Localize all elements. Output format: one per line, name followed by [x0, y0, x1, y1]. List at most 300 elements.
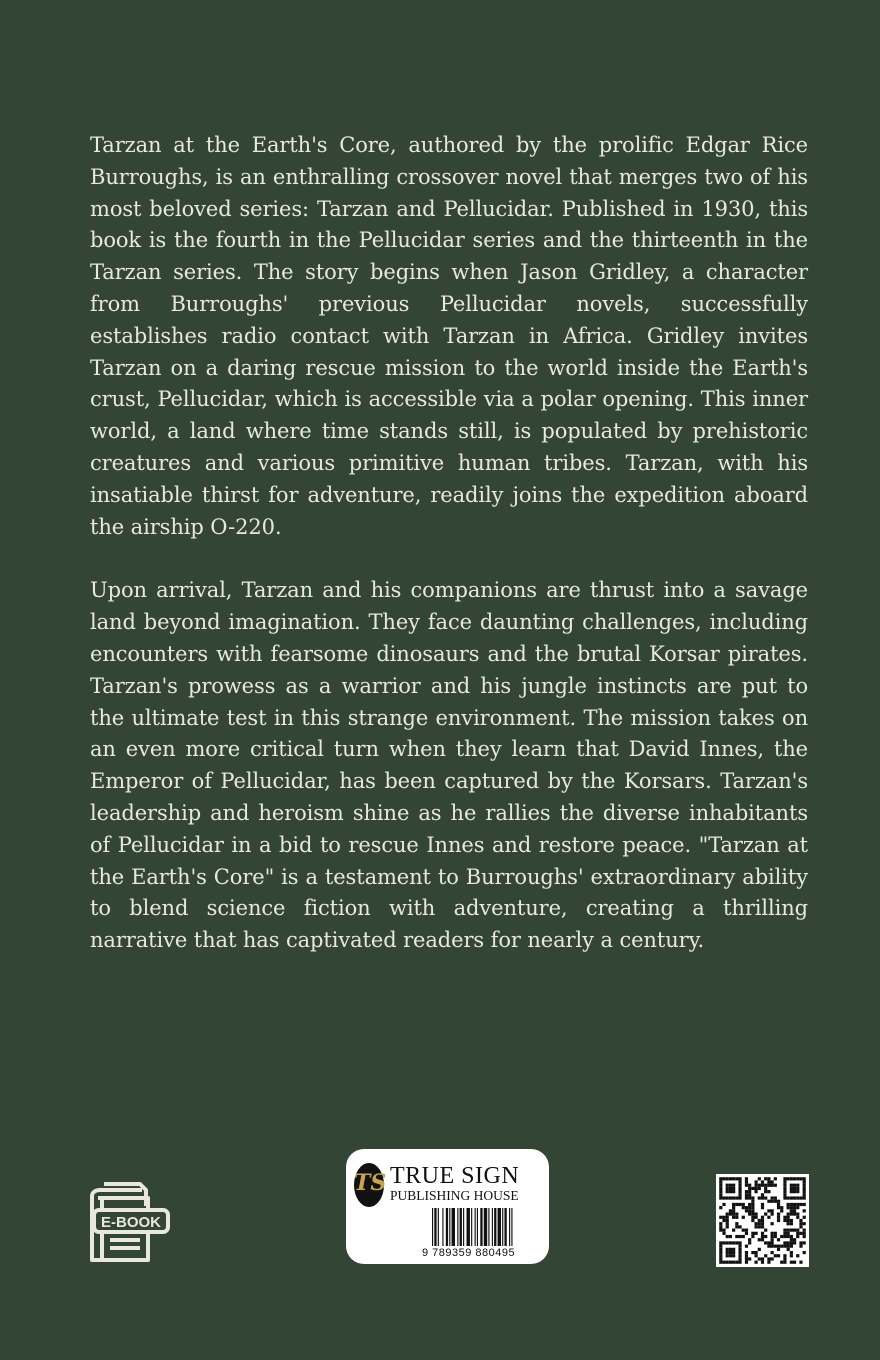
qr-module: [729, 1241, 732, 1244]
qr-module: [729, 1187, 732, 1190]
qr-module: [799, 1232, 802, 1235]
qr-module: [719, 1261, 722, 1264]
qr-module: [777, 1238, 780, 1241]
qr-module: [754, 1216, 757, 1219]
qr-module: [726, 1251, 729, 1254]
qr-module: [796, 1232, 799, 1235]
qr-module: [803, 1190, 806, 1193]
barcode-bar: [494, 1208, 496, 1246]
qr-module: [758, 1238, 761, 1241]
qr-module: [799, 1222, 802, 1225]
qr-module: [767, 1245, 770, 1248]
qr-module: [767, 1184, 770, 1187]
qr-module: [751, 1251, 754, 1254]
qr-module: [796, 1216, 799, 1219]
qr-module: [783, 1229, 786, 1232]
qr-module: [732, 1187, 735, 1190]
blurb: [90, 130, 808, 989]
barcode-bar: [477, 1208, 478, 1246]
qr-module: [790, 1184, 793, 1187]
qr-module: [751, 1203, 754, 1206]
qr-module: [722, 1261, 725, 1264]
qr-module: [777, 1212, 780, 1215]
qr-module: [787, 1212, 790, 1215]
qr-module: [732, 1216, 735, 1219]
qr-module: [777, 1254, 780, 1257]
qr-module: [738, 1225, 741, 1228]
publisher-logo: [354, 1163, 387, 1207]
qr-module: [732, 1209, 735, 1212]
barcode-bar: [467, 1208, 470, 1246]
qr-module: [796, 1203, 799, 1206]
qr-module: [771, 1257, 774, 1260]
qr-module: [761, 1257, 764, 1260]
qr-module: [726, 1212, 729, 1215]
qr-module: [751, 1232, 754, 1235]
qr-module: [738, 1245, 741, 1248]
qr-module: [764, 1241, 767, 1244]
qr-module: [761, 1203, 764, 1206]
qr-module: [761, 1196, 764, 1199]
qr-module: [761, 1219, 764, 1222]
qr-module: [742, 1235, 745, 1238]
qr-module: [793, 1206, 796, 1209]
qr-module: [783, 1232, 786, 1235]
qr-module: [754, 1251, 757, 1254]
qr-module: [738, 1261, 741, 1264]
qr-module: [726, 1254, 729, 1257]
qr-module: [771, 1196, 774, 1199]
qr-module: [787, 1232, 790, 1235]
qr-module: [780, 1261, 783, 1264]
qr-module: [735, 1235, 738, 1238]
qr-module: [780, 1245, 783, 1248]
qr-module: [796, 1184, 799, 1187]
qr-module: [803, 1235, 806, 1238]
qr-module: [745, 1245, 748, 1248]
qr-module: [754, 1180, 757, 1183]
qr-module: [790, 1229, 793, 1232]
qr-module: [764, 1177, 767, 1180]
qr-module: [745, 1193, 748, 1196]
qr-module: [771, 1238, 774, 1241]
qr-module: [793, 1241, 796, 1244]
qr-module: [761, 1222, 764, 1225]
qr-module: [764, 1187, 767, 1190]
qr-module: [787, 1219, 790, 1222]
qr-module: [790, 1187, 793, 1190]
qr-module: [761, 1238, 764, 1241]
qr-module: [748, 1206, 751, 1209]
qr-module: [777, 1200, 780, 1203]
qr-module: [732, 1190, 735, 1193]
qr-module: [748, 1184, 751, 1187]
qr-module: [722, 1203, 725, 1206]
qr-module: [777, 1206, 780, 1209]
qr-module: [803, 1241, 806, 1244]
qr-module: [796, 1254, 799, 1257]
qr-module: [726, 1177, 729, 1180]
qr-module: [787, 1241, 790, 1244]
qr-module: [780, 1209, 783, 1212]
qr-module: [745, 1257, 748, 1260]
qr-module: [738, 1196, 741, 1199]
qr-module: [726, 1190, 729, 1193]
qr-module: [777, 1245, 780, 1248]
qr-module: [748, 1193, 751, 1196]
qr-module: [790, 1196, 793, 1199]
qr-module: [754, 1225, 757, 1228]
qr-module: [803, 1203, 806, 1206]
qr-module: [783, 1216, 786, 1219]
qr-module: [803, 1222, 806, 1225]
qr-module: [796, 1229, 799, 1232]
qr-module: [761, 1235, 764, 1238]
qr-module: [745, 1180, 748, 1183]
qr-module: [803, 1187, 806, 1190]
qr-module: [748, 1209, 751, 1212]
qr-module: [787, 1203, 790, 1206]
qr-module: [719, 1225, 722, 1228]
qr-module: [787, 1206, 790, 1209]
qr-module: [764, 1254, 767, 1257]
qr-module: [761, 1206, 764, 1209]
qr-module: [783, 1193, 786, 1196]
qr-module: [742, 1229, 745, 1232]
qr-module: [787, 1216, 790, 1219]
qr-module: [745, 1196, 748, 1199]
barcode-bar: [449, 1208, 450, 1246]
ebook-label: E-BOOK: [101, 1214, 161, 1231]
qr-module: [793, 1190, 796, 1193]
qr-module: [783, 1245, 786, 1248]
qr-module: [790, 1209, 793, 1212]
qr-module: [732, 1177, 735, 1180]
qr-module: [793, 1177, 796, 1180]
qr-module: [729, 1177, 732, 1180]
qr-module: [774, 1235, 777, 1238]
qr-module: [719, 1241, 722, 1244]
qr-module: [780, 1235, 783, 1238]
qr-module: [735, 1261, 738, 1264]
qr-module: [793, 1187, 796, 1190]
qr-module: [787, 1196, 790, 1199]
qr-module: [729, 1254, 732, 1257]
qr-module: [767, 1180, 770, 1183]
qr-module: [771, 1209, 774, 1212]
qr-module: [796, 1206, 799, 1209]
qr-module: [774, 1196, 777, 1199]
qr-module: [745, 1232, 748, 1235]
qr-module: [729, 1184, 732, 1187]
isbn-digits: 9 789359 880495: [422, 1247, 516, 1259]
qr-module: [783, 1241, 786, 1244]
qr-module: [767, 1257, 770, 1260]
qr-module: [754, 1222, 757, 1225]
qr-module: [719, 1216, 722, 1219]
qr-module: [732, 1196, 735, 1199]
publisher-name: TRUE SIGN: [390, 1163, 520, 1189]
qr-module: [754, 1261, 757, 1264]
qr-module: [796, 1190, 799, 1193]
qr-module: [732, 1248, 735, 1251]
qr-module: [735, 1241, 738, 1244]
qr-module: [751, 1209, 754, 1212]
qr-module: [774, 1184, 777, 1187]
qr-module: [729, 1261, 732, 1264]
qr-module: [748, 1257, 751, 1260]
qr-module: [767, 1209, 770, 1212]
qr-module: [754, 1212, 757, 1215]
qr-module: [771, 1235, 774, 1238]
barcode-icon: [432, 1208, 542, 1246]
qr-module: [738, 1177, 741, 1180]
qr-module: [761, 1216, 764, 1219]
qr-module: [783, 1180, 786, 1183]
qr-module: [738, 1251, 741, 1254]
qr-module: [783, 1177, 786, 1180]
qr-module: [796, 1196, 799, 1199]
qr-module: [803, 1180, 806, 1183]
qr-module: [726, 1261, 729, 1264]
qr-module: [729, 1190, 732, 1193]
qr-module: [761, 1261, 764, 1264]
qr-module: [790, 1190, 793, 1193]
qr-module: [735, 1203, 738, 1206]
qr-module: [748, 1212, 751, 1215]
qr-module: [790, 1241, 793, 1244]
qr-module: [719, 1187, 722, 1190]
qr-module: [783, 1184, 786, 1187]
qr-module: [726, 1187, 729, 1190]
barcode-bar: [492, 1208, 493, 1246]
qr-module: [732, 1203, 735, 1206]
qr-module: [783, 1190, 786, 1193]
qr-module: [790, 1251, 793, 1254]
barcode-bar: [480, 1208, 482, 1246]
qr-module: [729, 1235, 732, 1238]
qr-module: [774, 1232, 777, 1235]
qr-module: [803, 1184, 806, 1187]
qr-module: [732, 1241, 735, 1244]
qr-module: [719, 1177, 722, 1180]
qr-module: [738, 1187, 741, 1190]
qr-module: [803, 1229, 806, 1232]
qr-module: [726, 1225, 729, 1228]
qr-module: [787, 1248, 790, 1251]
qr-module: [758, 1248, 761, 1251]
qr-module: [751, 1206, 754, 1209]
qr-module: [793, 1212, 796, 1215]
qr-module: [764, 1229, 767, 1232]
qr-module: [758, 1187, 761, 1190]
qr-module: [751, 1200, 754, 1203]
qr-module: [722, 1229, 725, 1232]
qr-module: [732, 1254, 735, 1257]
barcode-bar: [457, 1208, 458, 1246]
barcode-bar: [504, 1208, 506, 1246]
qr-module: [751, 1216, 754, 1219]
qr-module: [758, 1257, 761, 1260]
qr-module: [719, 1184, 722, 1187]
qr-module: [790, 1203, 793, 1206]
qr-module: [767, 1177, 770, 1180]
qr-module: [726, 1196, 729, 1199]
qr-module: [726, 1235, 729, 1238]
qr-module: [764, 1212, 767, 1215]
qr-module: [764, 1190, 767, 1193]
qr-module: [799, 1177, 802, 1180]
qr-module: [751, 1212, 754, 1215]
qr-module: [790, 1238, 793, 1241]
qr-module: [790, 1261, 793, 1264]
qr-module: [774, 1254, 777, 1257]
qr-code-icon: [716, 1174, 809, 1267]
qr-module: [787, 1229, 790, 1232]
publisher-subtitle: PUBLISHING HOUSE: [390, 1188, 519, 1203]
qr-module: [722, 1219, 725, 1222]
qr-module: [799, 1219, 802, 1222]
qr-module: [783, 1257, 786, 1260]
qr-module: [793, 1261, 796, 1264]
qr-module: [719, 1254, 722, 1257]
qr-module: [726, 1216, 729, 1219]
barcode-bar: [460, 1208, 462, 1246]
qr-module: [771, 1232, 774, 1235]
qr-module: [719, 1248, 722, 1251]
qr-module: [771, 1251, 774, 1254]
qr-module: [803, 1251, 806, 1254]
barcode-bar: [488, 1208, 489, 1246]
qr-module: [726, 1222, 729, 1225]
qr-module: [722, 1177, 725, 1180]
qr-module: [738, 1257, 741, 1260]
qr-module: [796, 1212, 799, 1215]
qr-module: [748, 1190, 751, 1193]
qr-module: [771, 1200, 774, 1203]
qr-module: [722, 1241, 725, 1244]
qr-module: [758, 1219, 761, 1222]
qr-module: [799, 1196, 802, 1199]
qr-module: [790, 1235, 793, 1238]
qr-module: [767, 1241, 770, 1244]
qr-module: [745, 1177, 748, 1180]
qr-module: [729, 1196, 732, 1199]
qr-module: [799, 1261, 802, 1264]
qr-module: [758, 1225, 761, 1228]
qr-module: [722, 1196, 725, 1199]
qr-module: [751, 1219, 754, 1222]
qr-module: [803, 1196, 806, 1199]
qr-module: [745, 1229, 748, 1232]
qr-module: [793, 1203, 796, 1206]
qr-module: [799, 1241, 802, 1244]
qr-module: [745, 1209, 748, 1212]
qr-module: [790, 1206, 793, 1209]
qr-module: [790, 1254, 793, 1257]
qr-module: [790, 1177, 793, 1180]
qr-module: [726, 1184, 729, 1187]
ebook-icon: [88, 1182, 172, 1266]
qr-module: [738, 1190, 741, 1193]
qr-module: [796, 1187, 799, 1190]
qr-module: [771, 1222, 774, 1225]
qr-module: [745, 1254, 748, 1257]
qr-module: [774, 1177, 777, 1180]
barcode-bar: [463, 1208, 464, 1246]
qr-module: [761, 1180, 764, 1183]
qr-module: [790, 1222, 793, 1225]
qr-module: [764, 1235, 767, 1238]
qr-module: [719, 1190, 722, 1193]
qr-module: [732, 1206, 735, 1209]
qr-module: [726, 1248, 729, 1251]
barcode-bar: [432, 1208, 433, 1246]
qr-module: [799, 1203, 802, 1206]
qr-module: [793, 1196, 796, 1199]
qr-module: [719, 1180, 722, 1183]
qr-module: [745, 1190, 748, 1193]
barcode-bar: [452, 1208, 455, 1246]
qr-module: [754, 1184, 757, 1187]
qr-module: [764, 1184, 767, 1187]
qr-module: [777, 1219, 780, 1222]
qr-module: [719, 1206, 722, 1209]
qr-module: [787, 1222, 790, 1225]
qr-module: [735, 1177, 738, 1180]
qr-module: [719, 1251, 722, 1254]
qr-module: [726, 1219, 729, 1222]
qr-module: [790, 1219, 793, 1222]
qr-module: [748, 1238, 751, 1241]
qr-module: [735, 1212, 738, 1215]
qr-module: [738, 1241, 741, 1244]
qr-module: [796, 1177, 799, 1180]
qr-module: [803, 1193, 806, 1196]
qr-module: [719, 1193, 722, 1196]
qr-module: [764, 1196, 767, 1199]
qr-module: [732, 1184, 735, 1187]
qr-module: [732, 1261, 735, 1264]
qr-module: [783, 1261, 786, 1264]
qr-module: [783, 1235, 786, 1238]
qr-module: [751, 1187, 754, 1190]
qr-module: [754, 1190, 757, 1193]
qr-module: [758, 1196, 761, 1199]
qr-module: [767, 1261, 770, 1264]
barcode-bar: [442, 1208, 443, 1246]
qr-module: [729, 1248, 732, 1251]
qr-module: [777, 1216, 780, 1219]
qr-module: [738, 1180, 741, 1183]
qr-module: [761, 1225, 764, 1228]
barcode-bar: [446, 1208, 448, 1246]
qr-module: [722, 1216, 725, 1219]
qr-module: [745, 1261, 748, 1264]
qr-module: [722, 1232, 725, 1235]
qr-module: [732, 1212, 735, 1215]
qr-module: [777, 1248, 780, 1251]
qr-module: [738, 1184, 741, 1187]
qr-module: [771, 1212, 774, 1215]
barcode-bar: [471, 1208, 472, 1246]
qr-module: [803, 1209, 806, 1212]
qr-module: [738, 1193, 741, 1196]
qr-module: [793, 1238, 796, 1241]
barcode-bar: [502, 1208, 503, 1246]
qr-module: [742, 1216, 745, 1219]
qr-module: [735, 1222, 738, 1225]
